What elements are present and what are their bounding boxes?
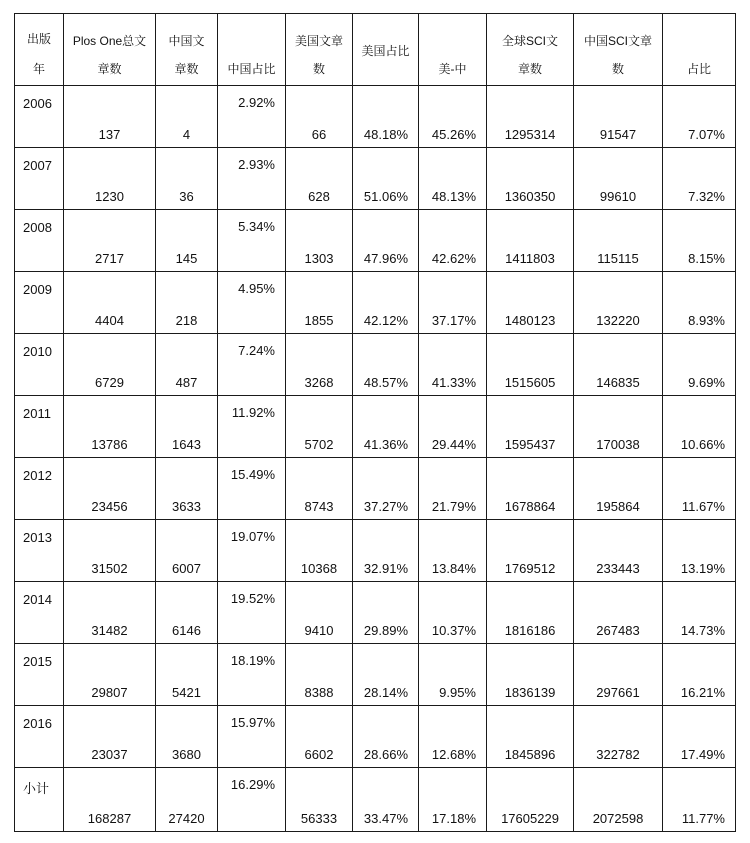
cell-plos-total (64, 706, 156, 768)
cell-value: 322782 (596, 747, 640, 762)
cell-value: 8743 (304, 499, 334, 514)
cell-plos-total (64, 334, 156, 396)
cell-china-ratio (218, 272, 286, 334)
cell-china-sci (574, 644, 663, 706)
cell-us-minus-cn (419, 148, 487, 210)
cell-sci-ratio (663, 768, 736, 832)
cell-value: 487 (175, 375, 198, 390)
cell-china-ratio (218, 86, 286, 148)
cell-value: 12.68% (431, 747, 476, 762)
cell-value: 6602 (304, 747, 334, 762)
header-us-articles: 美国文章 数 (286, 14, 353, 86)
cell-value: 31502 (91, 561, 128, 576)
cell-value: 7.32% (688, 189, 725, 204)
cell-china-sci (574, 334, 663, 396)
cell-plos-total (64, 582, 156, 644)
cell-plos-total (64, 272, 156, 334)
cell-value: 2717 (95, 251, 124, 266)
cell-value: 233443 (596, 561, 640, 576)
cell-value: 13786 (91, 437, 128, 452)
cell-plos-total (64, 644, 156, 706)
cell-china-sci (574, 520, 663, 582)
cell-value: 41.36% (363, 437, 408, 452)
cell-year (15, 210, 64, 272)
cell-us-minus-cn (419, 396, 487, 458)
cell-value: 3680 (172, 747, 201, 762)
cell-value: 48.57% (363, 375, 408, 390)
cell-value: 2006 (23, 96, 52, 111)
cell-us-ratio (353, 86, 419, 148)
cell-value: 132220 (596, 313, 640, 328)
cell-value: 66 (311, 127, 327, 142)
table-row (15, 334, 736, 396)
cell-value: 6729 (95, 375, 124, 390)
cell-value: 9.95% (439, 685, 476, 700)
cell-value: 23456 (91, 499, 128, 514)
cell-value: 9.69% (688, 375, 725, 390)
cell-china-sci (574, 148, 663, 210)
cell-china-ratio (218, 458, 286, 520)
cell-global-sci (487, 706, 574, 768)
cell-value: 41.33% (431, 375, 476, 390)
statistics-table (14, 13, 736, 832)
cell-us-articles (286, 148, 353, 210)
cell-value: 51.06% (363, 189, 408, 204)
cell-value: 8.15% (688, 251, 725, 266)
cell-value: 29.44% (431, 437, 476, 452)
cell-value: 1230 (95, 189, 124, 204)
cell-value: 15.97% (230, 715, 275, 730)
cell-value: 23037 (91, 747, 128, 762)
cell-value: 8388 (304, 685, 334, 700)
header-year: 出版 年 (15, 14, 64, 86)
cell-year (15, 582, 64, 644)
cell-value: 1643 (172, 437, 201, 452)
cell-us-ratio (353, 644, 419, 706)
cell-us-articles (286, 768, 353, 832)
cell-year (15, 334, 64, 396)
cell-value: 2010 (23, 344, 52, 359)
cell-china-ratio (218, 706, 286, 768)
cell-china-sci (574, 458, 663, 520)
cell-value: 2009 (23, 282, 52, 297)
table-body (15, 86, 736, 832)
header-us-ratio: 美国占比 (353, 14, 419, 86)
cell-value: 7.24% (238, 343, 275, 358)
subtotal-row (15, 768, 736, 832)
cell-value: 19.07% (230, 529, 275, 544)
cell-china-ratio (218, 768, 286, 832)
cell-value: 10368 (300, 561, 338, 576)
cell-value: 6007 (172, 561, 201, 576)
cell-value: 628 (308, 189, 330, 204)
cell-value: 1480123 (504, 313, 556, 328)
table-row (15, 86, 736, 148)
cell-year (15, 148, 64, 210)
cell-value: 17605229 (501, 811, 559, 826)
cell-value: 33.47% (363, 811, 408, 826)
cell-global-sci (487, 210, 574, 272)
cell-value: 2.93% (238, 157, 275, 172)
cell-sci-ratio (663, 334, 736, 396)
cell-value: 1595437 (504, 437, 556, 452)
cell-value: 10.37% (431, 623, 476, 638)
cell-china-articles (156, 272, 218, 334)
cell-plos-total (64, 148, 156, 210)
header-plos-total: Plos One总文 章数 (64, 14, 156, 86)
cell-value: 19.52% (230, 591, 275, 606)
cell-china-sci (574, 272, 663, 334)
cell-value: 1769512 (504, 561, 556, 576)
cell-us-articles (286, 520, 353, 582)
header-china-ratio: 中国占比 (218, 14, 286, 86)
cell-value: 5.34% (238, 219, 275, 234)
cell-value: 47.96% (363, 251, 408, 266)
cell-value: 168287 (87, 811, 132, 826)
cell-value: 15.49% (230, 467, 275, 482)
cell-us-ratio (353, 148, 419, 210)
cell-value: 11.67% (681, 499, 725, 514)
cell-china-articles (156, 582, 218, 644)
cell-value: 297661 (596, 685, 640, 700)
cell-value: 42.62% (431, 251, 476, 266)
cell-global-sci (487, 520, 574, 582)
cell-china-articles (156, 520, 218, 582)
cell-china-articles (156, 706, 218, 768)
cell-value: 16.21% (680, 685, 725, 700)
cell-china-sci (574, 706, 663, 768)
cell-value: 28.66% (363, 747, 408, 762)
table-row (15, 210, 736, 272)
cell-value: 115115 (597, 251, 639, 266)
cell-china-articles (156, 458, 218, 520)
table-row (15, 458, 736, 520)
cell-global-sci (487, 272, 574, 334)
cell-value: 56333 (300, 811, 338, 826)
cell-us-ratio (353, 768, 419, 832)
table-row (15, 396, 736, 458)
table-row (15, 520, 736, 582)
cell-sci-ratio (663, 706, 736, 768)
cell-value: 2007 (23, 158, 52, 173)
cell-global-sci (487, 582, 574, 644)
cell-value: 29.89% (363, 623, 408, 638)
table-row (15, 148, 736, 210)
cell-us-ratio (353, 210, 419, 272)
cell-china-articles (156, 768, 218, 832)
cell-us-ratio (353, 396, 419, 458)
cell-value: 267483 (596, 623, 640, 638)
cell-value: 7.07% (688, 127, 725, 142)
cell-value: 9410 (304, 623, 334, 638)
cell-china-sci (574, 396, 663, 458)
header-china-sci: 中国SCI文章 数 (574, 14, 663, 86)
cell-plos-total (64, 520, 156, 582)
cell-china-articles (156, 334, 218, 396)
cell-value: 1678864 (504, 499, 556, 514)
cell-value: 4404 (95, 313, 124, 328)
table-row (15, 272, 736, 334)
cell-us-minus-cn (419, 458, 487, 520)
cell-value: 195864 (596, 499, 640, 514)
cell-china-ratio (218, 396, 286, 458)
cell-value: 小计 (23, 781, 50, 796)
header-china-articles: 中国文 章数 (156, 14, 218, 86)
cell-value: 91547 (599, 127, 637, 142)
cell-year (15, 768, 64, 832)
cell-china-articles (156, 86, 218, 148)
cell-value: 13.19% (680, 561, 725, 576)
cell-value: 45.26% (431, 127, 476, 142)
cell-china-ratio (218, 520, 286, 582)
cell-us-articles (286, 272, 353, 334)
cell-value: 36 (179, 189, 194, 204)
cell-sci-ratio (663, 148, 736, 210)
cell-us-minus-cn (419, 86, 487, 148)
cell-value: 31482 (91, 623, 128, 638)
cell-us-articles (286, 396, 353, 458)
cell-value: 137 (98, 127, 121, 142)
cell-china-ratio (218, 334, 286, 396)
cell-year (15, 706, 64, 768)
cell-us-minus-cn (419, 644, 487, 706)
cell-value: 32.91% (363, 561, 408, 576)
cell-value: 14.73% (680, 623, 725, 638)
cell-us-ratio (353, 706, 419, 768)
cell-us-minus-cn (419, 582, 487, 644)
cell-value: 2012 (23, 468, 52, 483)
cell-us-articles (286, 334, 353, 396)
cell-global-sci (487, 396, 574, 458)
cell-china-sci (574, 210, 663, 272)
cell-us-ratio (353, 582, 419, 644)
cell-plos-total (64, 458, 156, 520)
cell-value: 8.93% (688, 313, 725, 328)
cell-plos-total (64, 86, 156, 148)
cell-us-articles (286, 210, 353, 272)
cell-value: 6146 (172, 623, 201, 638)
cell-value: 146835 (596, 375, 640, 390)
cell-china-articles (156, 644, 218, 706)
cell-year (15, 86, 64, 148)
cell-value: 37.17% (431, 313, 476, 328)
cell-us-articles (286, 706, 353, 768)
cell-value: 145 (175, 251, 198, 266)
cell-china-sci (574, 768, 663, 832)
cell-value: 2013 (23, 530, 52, 545)
cell-china-ratio (218, 582, 286, 644)
cell-value: 11.77% (681, 811, 725, 826)
cell-us-minus-cn (419, 210, 487, 272)
cell-value: 1855 (304, 313, 334, 328)
cell-sci-ratio (663, 86, 736, 148)
cell-us-articles (286, 86, 353, 148)
cell-global-sci (487, 148, 574, 210)
cell-value: 10.66% (680, 437, 725, 452)
cell-us-ratio (353, 334, 419, 396)
cell-value: 5702 (304, 437, 334, 452)
cell-china-ratio (218, 210, 286, 272)
cell-sci-ratio (663, 396, 736, 458)
cell-china-sci (574, 86, 663, 148)
cell-value: 11.92% (231, 405, 275, 420)
cell-value: 28.14% (363, 685, 408, 700)
cell-value: 18.19% (230, 653, 275, 668)
cell-china-sci (574, 582, 663, 644)
cell-sci-ratio (663, 458, 736, 520)
cell-value: 1816186 (504, 623, 556, 638)
cell-us-ratio (353, 272, 419, 334)
cell-china-ratio (218, 148, 286, 210)
cell-us-ratio (353, 458, 419, 520)
table-row (15, 644, 736, 706)
cell-value: 48.13% (431, 189, 476, 204)
cell-plos-total (64, 768, 156, 832)
cell-value: 37.27% (363, 499, 408, 514)
cell-year (15, 272, 64, 334)
cell-us-minus-cn (419, 334, 487, 396)
header-row (15, 14, 736, 86)
cell-value: 2016 (23, 716, 52, 731)
cell-value: 2072598 (592, 811, 644, 826)
cell-value: 3268 (304, 375, 334, 390)
cell-value: 2008 (23, 220, 52, 235)
cell-value: 42.12% (363, 313, 408, 328)
cell-global-sci (487, 458, 574, 520)
cell-value: 99610 (599, 189, 637, 204)
cell-value: 17.49% (680, 747, 725, 762)
cell-global-sci (487, 86, 574, 148)
cell-year (15, 520, 64, 582)
cell-value: 2011 (23, 406, 51, 421)
cell-us-articles (286, 582, 353, 644)
cell-value: 1515605 (504, 375, 556, 390)
cell-global-sci (487, 768, 574, 832)
cell-value: 2014 (23, 592, 52, 607)
cell-us-minus-cn (419, 520, 487, 582)
cell-value: 170038 (596, 437, 640, 452)
cell-global-sci (487, 644, 574, 706)
cell-value: 13.84% (431, 561, 476, 576)
cell-value: 218 (175, 313, 198, 328)
cell-plos-total (64, 396, 156, 458)
cell-value: 17.18% (431, 811, 476, 826)
cell-us-minus-cn (419, 706, 487, 768)
header-global-sci: 全球SCI文 章数 (487, 14, 574, 86)
table-row (15, 706, 736, 768)
cell-value: 2015 (23, 654, 52, 669)
header-us-minus-cn: 美-中 (419, 14, 487, 86)
cell-value: 27420 (168, 811, 205, 826)
cell-us-ratio (353, 520, 419, 582)
cell-us-articles (286, 458, 353, 520)
cell-global-sci (487, 334, 574, 396)
cell-value: 2.92% (238, 95, 275, 110)
cell-value: 21.79% (431, 499, 476, 514)
cell-year (15, 396, 64, 458)
cell-sci-ratio (663, 582, 736, 644)
header-sci-ratio: 占比 (663, 14, 736, 86)
cell-value: 1845896 (504, 747, 556, 762)
cell-value: 1411803 (505, 251, 555, 266)
cell-sci-ratio (663, 520, 736, 582)
cell-value: 4 (182, 127, 191, 142)
cell-us-articles (286, 644, 353, 706)
cell-value: 1295314 (504, 127, 556, 142)
cell-us-minus-cn (419, 768, 487, 832)
cell-value: 1303 (304, 251, 334, 266)
cell-value: 3633 (172, 499, 201, 514)
cell-year (15, 644, 64, 706)
cell-plos-total (64, 210, 156, 272)
cell-value: 29807 (91, 685, 128, 700)
cell-value: 1360350 (504, 189, 556, 204)
cell-sci-ratio (663, 210, 736, 272)
cell-us-minus-cn (419, 272, 487, 334)
cell-value: 5421 (172, 685, 201, 700)
cell-value: 1836139 (504, 685, 556, 700)
cell-value: 16.29% (230, 777, 275, 792)
cell-china-articles (156, 148, 218, 210)
cell-sci-ratio (663, 272, 736, 334)
cell-value: 48.18% (363, 127, 408, 142)
table-row (15, 582, 736, 644)
cell-sci-ratio (663, 644, 736, 706)
cell-china-ratio (218, 644, 286, 706)
cell-china-articles (156, 396, 218, 458)
cell-china-articles (156, 210, 218, 272)
cell-value: 4.95% (238, 281, 275, 296)
cell-year (15, 458, 64, 520)
